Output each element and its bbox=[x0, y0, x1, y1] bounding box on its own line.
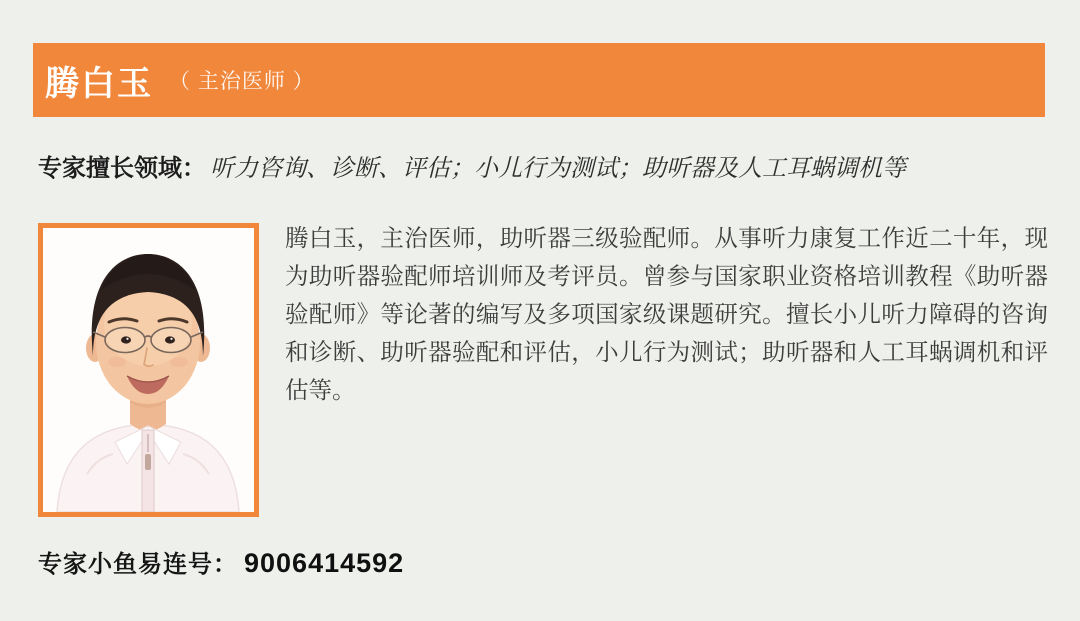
expertise-line bbox=[38, 153, 1038, 185]
contact-label: 专家小鱼易连号： bbox=[38, 551, 238, 578]
header-bar bbox=[33, 43, 1045, 117]
expertise-text: 听力咨询、诊断、评估；小儿行为测试；助听器及人工耳蜗调机等 bbox=[210, 155, 906, 182]
doctor-title: （ 主治医师 ） bbox=[169, 70, 315, 93]
portrait-illustration bbox=[43, 228, 254, 512]
doctor-name: 腾白玉 bbox=[45, 64, 153, 103]
doctor-bio: 腾白玉，主治医师，助听器三级验配师。从事听力康复工作近二十年，现为助听器验配师培训师及考评员。曾参与国家职业资格培训教程《助听器验配师》等论著的编写及多项国家级课题研究。擅长小儿听力障碍的咨询和诊断、助听器验配和评估，小儿行为测试；助听器和人工耳蜗调机和评估等。 bbox=[285, 225, 1048, 403]
expertise-label: 专家擅长领域： bbox=[38, 155, 206, 182]
contact-number: 9006414592 bbox=[244, 548, 405, 578]
contact-line bbox=[38, 546, 404, 582]
doctor-photo bbox=[38, 223, 259, 517]
